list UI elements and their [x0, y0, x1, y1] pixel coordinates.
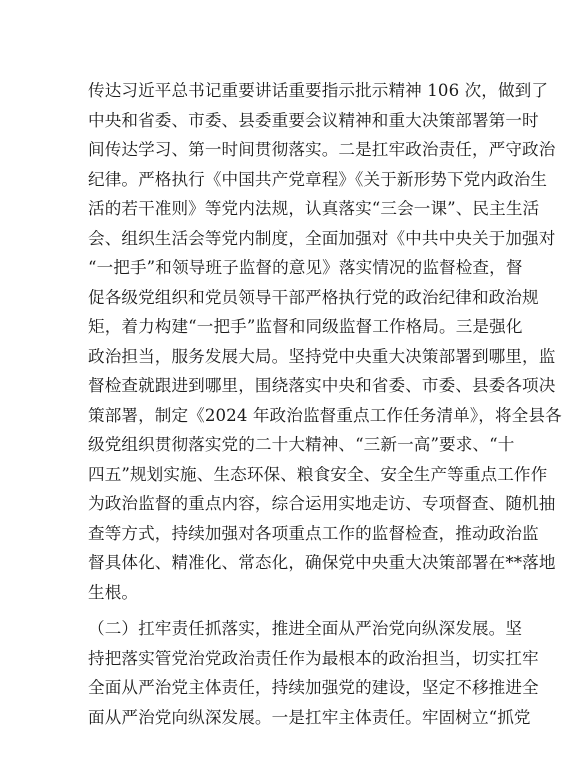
- document-body: [88, 76, 562, 732]
- text-line: 促各级党组织和党员领导干部严格执行党的政治纪律和政治规: [88, 287, 539, 307]
- text-line: 面从严治党向纵深发展。一是扛牢主体责任。牢固树立“抓党: [88, 707, 531, 727]
- text-line: （二）扛牢责任抓落实，推进全面从严治党向纵深发展。坚: [88, 619, 523, 638]
- text-line: 督具体化、精准化、常态化，确保党中央重大决策部署在**落地: [88, 553, 556, 572]
- text-line: 为政治监督的重点内容，综合运用实地走访、专项督查、随机抽: [88, 494, 556, 513]
- text-line: 政治担当，服务发展大局。坚持党中央重大决策部署到哪里，监: [88, 346, 556, 366]
- text-line: 生根。: [88, 582, 139, 602]
- text-line: 活的若干准则》等党内法规，认真落实“三会一课”、民主生活: [88, 199, 540, 218]
- text-line: 持把落实管党治党政治责任作为最根本的政治担当，切实扛牢: [88, 648, 539, 668]
- text-line: 全面从严治党主体责任，持续加强党的建设，坚定不移推进全: [88, 678, 539, 697]
- paragraph-2: [88, 614, 539, 732]
- text-line: 督检查就跟进到哪里，围绕落实中央和省委、市委、县委各项决: [88, 376, 556, 395]
- text-line: 中央和省委、市委、县委重要会议精神和重大决策部署第一时: [88, 110, 539, 130]
- paragraph-1: [88, 76, 562, 607]
- paragraph-spacer: [88, 607, 508, 614]
- text-line: 传达习近平总书记重要讲话重要指示批示精神 106 次，做到了: [88, 81, 549, 100]
- text-line: 查等方式，持续加强对各项重点工作的监督检查，推动政治监: [88, 523, 539, 543]
- text-line: 级党组织贯彻落实党的二十大精神、“三新一高”要求、“十: [88, 435, 515, 454]
- text-line: 策部署，制定《2024 年政治监督重点工作任务清单》，将全县各: [88, 405, 562, 425]
- text-line: 矩，着力构建“一把手”监督和同级监督工作格局。三是强化: [88, 317, 523, 336]
- text-line: 纪律。严格执行《中国共产党章程》《关于新形势下党内政治生: [88, 169, 548, 189]
- text-line: “一把手”和领导班子监督的意见》落实情况的监督检查，督: [88, 258, 523, 277]
- text-line: 会、组织生活会等党内制度，全面加强对《中共中央关于加强对: [88, 228, 556, 248]
- text-line: 四五”规划实施、生态环保、粮食安全、安全生产等重点工作作: [88, 464, 548, 484]
- text-line: 间传达学习、第一时间贯彻落实。二是扛牢政治责任，严守政治: [88, 140, 556, 159]
